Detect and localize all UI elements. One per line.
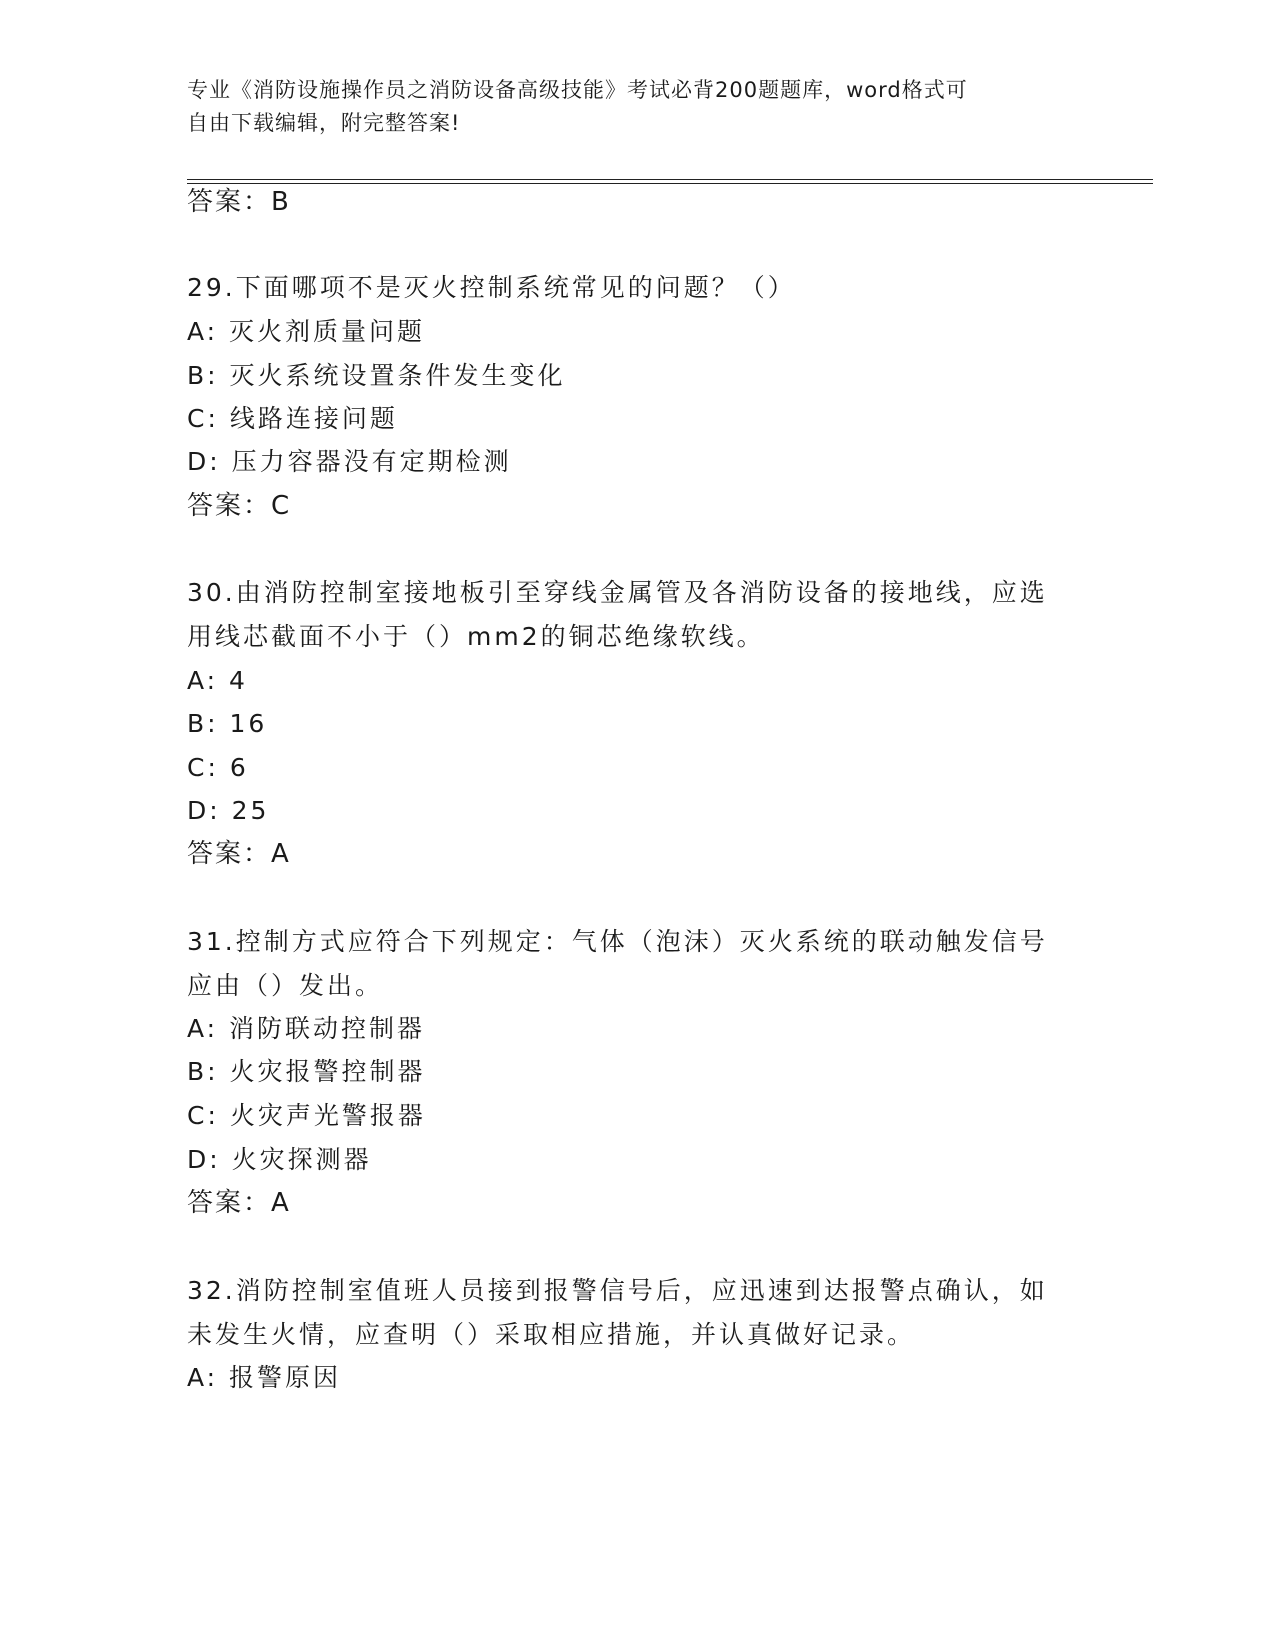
- option-text: 火灾探测器: [231, 1145, 372, 1174]
- option-key: B:: [187, 709, 219, 738]
- question-answer: [187, 491, 290, 521]
- document-header: [187, 74, 1067, 140]
- question-answer: [187, 1188, 290, 1218]
- question-stem-line: 29.下面哪项不是灭火控制系统常见的问题？（）: [187, 273, 796, 302]
- option-text: 线路连接问题: [229, 404, 398, 433]
- option-d: [187, 447, 512, 477]
- option-a: [187, 1014, 425, 1044]
- header-divider-top: [187, 179, 1153, 180]
- option-key: D:: [187, 1145, 221, 1174]
- answer-label: 答案：: [187, 491, 272, 521]
- answer-label: 答案：: [187, 187, 272, 217]
- answer-value: B: [271, 187, 290, 217]
- option-key: C:: [187, 753, 219, 782]
- option-key: A:: [187, 1363, 219, 1392]
- option-text: 报警原因: [229, 1363, 342, 1392]
- option-a: [187, 1363, 341, 1393]
- option-text: 25: [231, 796, 270, 825]
- option-key: B:: [187, 1057, 219, 1086]
- question-stem-line: 应由（）发出。: [187, 971, 384, 1000]
- option-text: 消防联动控制器: [229, 1014, 426, 1043]
- option-key: B:: [187, 361, 219, 390]
- option-key: C:: [187, 1101, 219, 1130]
- option-b: [187, 1057, 426, 1087]
- option-c: [187, 1101, 426, 1131]
- header-line-2: 自由下载编辑，附完整答案!: [187, 111, 461, 135]
- header-line-1: 专业《消防设施操作员之消防设备高级技能》考试必背200题题库，word格式可: [187, 78, 968, 102]
- option-d: [187, 796, 269, 826]
- option-text: 火灾声光警报器: [229, 1101, 426, 1130]
- option-c: [187, 753, 249, 783]
- option-c: [187, 404, 398, 434]
- option-key: D:: [187, 447, 221, 476]
- option-text: 灭火系统设置条件发生变化: [229, 361, 566, 390]
- option-key: A:: [187, 666, 219, 695]
- question-stem-line: 31.控制方式应符合下列规定：气体（泡沫）灭火系统的联动触发信号: [187, 927, 1048, 956]
- answer-value: A: [271, 839, 290, 869]
- option-key: A:: [187, 1014, 219, 1043]
- answer-label: 答案：: [187, 1188, 272, 1218]
- question-stem-line: 未发生火情，应查明（）采取相应措施，并认真做好记录。: [187, 1320, 916, 1349]
- option-text: 灭火剂质量问题: [229, 317, 426, 346]
- option-text: 4: [229, 666, 248, 695]
- answer-label: 答案：: [187, 839, 272, 869]
- option-a: [187, 317, 425, 347]
- option-b: [187, 709, 267, 739]
- option-text: 6: [229, 753, 249, 782]
- option-key: C:: [187, 404, 219, 433]
- option-b: [187, 361, 566, 391]
- option-key: D:: [187, 796, 221, 825]
- previous-answer: [187, 187, 290, 217]
- option-text: 火灾报警控制器: [229, 1057, 426, 1086]
- answer-value: A: [271, 1188, 290, 1218]
- header-divider-bottom: [187, 183, 1153, 184]
- option-text: 压力容器没有定期检测: [231, 447, 512, 476]
- question-stem-line: 30.由消防控制室接地板引至穿线金属管及各消防设备的接地线，应选: [187, 578, 1048, 607]
- option-key: A:: [187, 317, 219, 346]
- option-a: [187, 666, 248, 696]
- option-text: 16: [229, 709, 268, 738]
- option-d: [187, 1145, 372, 1175]
- question-answer: [187, 839, 290, 869]
- question-stem-line: 32.消防控制室值班人员接到报警信号后，应迅速到达报警点确认，如: [187, 1276, 1048, 1305]
- answer-value: C: [271, 491, 291, 521]
- question-stem-line: 用线芯截面不小于（）mm2的铜芯绝缘软线。: [187, 622, 765, 651]
